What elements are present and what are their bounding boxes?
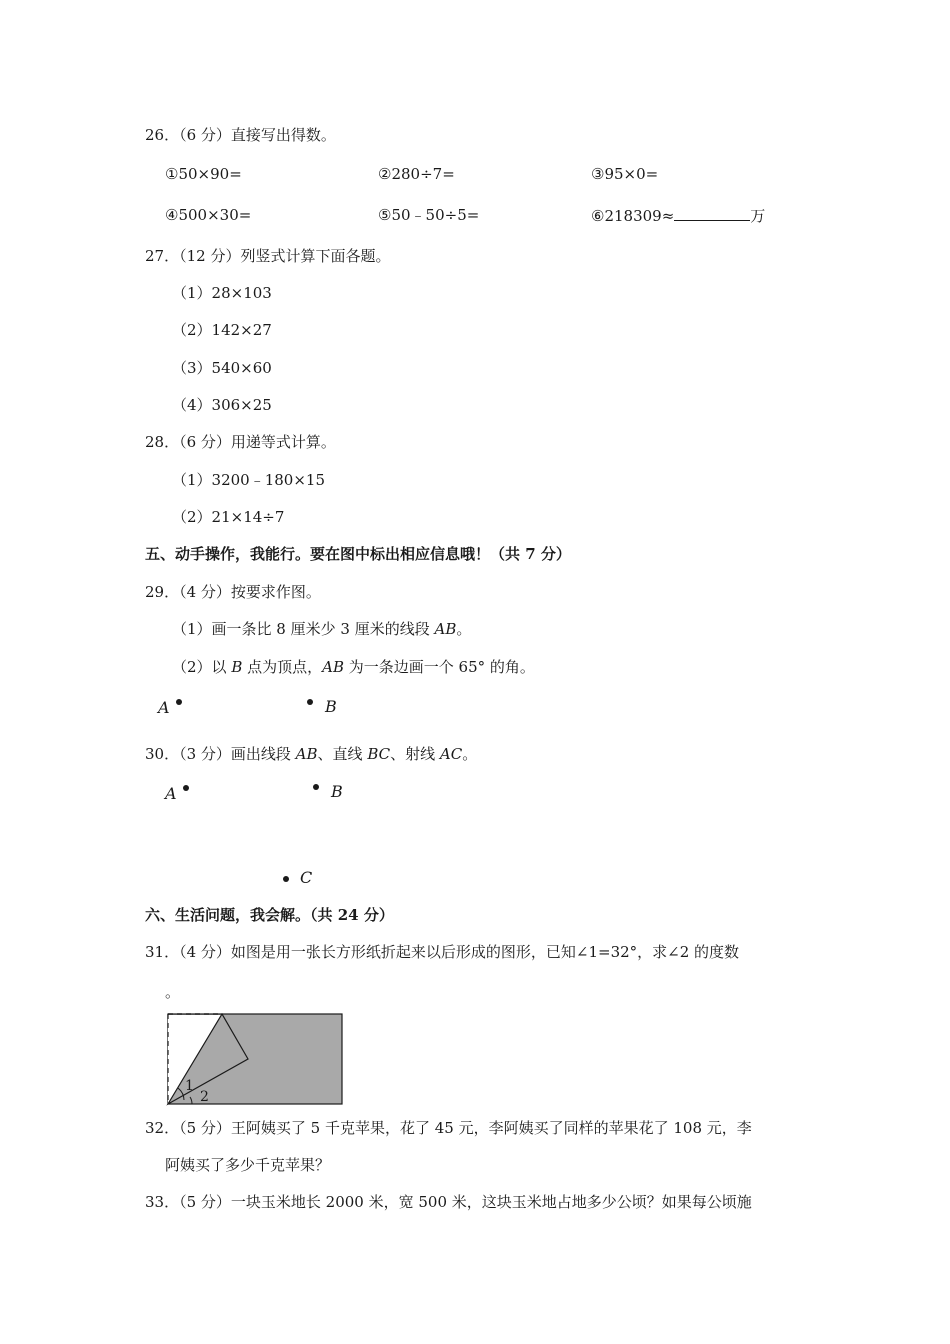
q26-item-2: ②280÷7= <box>378 165 455 183</box>
q30-var-bc: BC <box>367 745 391 763</box>
q26-item-1: ①50×90= <box>165 165 242 183</box>
q29-line-2-text-c: 为一条边画一个 65° 的角。 <box>343 658 535 676</box>
q26-item-3: ③95×0= <box>591 165 659 183</box>
folded-paper-figure <box>160 1008 350 1108</box>
q30-title <box>145 744 477 764</box>
q29-point-a-label: A <box>158 698 170 717</box>
q30-text-1: 30．（3 分）画出线段 <box>145 745 296 763</box>
q26-unit: 万 <box>750 207 766 225</box>
section-6-heading: 六、生活问题，我会解。（共 24 分） <box>145 906 394 924</box>
q28-title: 28．（6 分）用递等式计算。 <box>145 433 336 451</box>
q32-line-1: 32．（5 分）王阿姨买了 5 千克苹果，花了 45 元，李阿姨买了同样的苹果花了 108 元，李 <box>145 1119 752 1137</box>
q26-item-4: ④500×30= <box>165 206 252 224</box>
section-5-heading: 五、动手操作，我能行。要在图中标出相应信息哦！（共 7 分） <box>145 545 571 563</box>
q28-item-2: （2）21×14÷7 <box>172 508 285 526</box>
q29-var-b: B <box>231 658 243 676</box>
q29-line-1-text: （1）画一条比 8 厘米少 3 厘米的线段 <box>172 620 435 638</box>
q30-text-4: 。 <box>462 745 478 763</box>
q29-point-b-label: B <box>325 697 337 716</box>
angle-1-label: 1 <box>185 1078 194 1094</box>
q29-var-ab-2: AB <box>322 658 344 676</box>
q29-line-2 <box>172 657 535 677</box>
q31-line-1: 31．（4 分）如图是用一张长方形纸折起来以后形成的图形，已知∠1=32°，求∠2 的度数 <box>145 943 740 961</box>
q29-title: 29．（4 分）按要求作图。 <box>145 583 321 601</box>
angle-2-label: 2 <box>200 1089 209 1105</box>
q30-point-a-label: A <box>165 784 177 803</box>
q29-line-1 <box>172 619 471 639</box>
q26-title: 26．（6 分）直接写出得数。 <box>145 126 336 144</box>
q30-text-2: 、直线 <box>317 745 368 763</box>
q29-line-2-text-b: 点为顶点， <box>242 658 323 676</box>
q30-point-b-label: B <box>331 782 343 801</box>
q27-item-3: （3）540×60 <box>172 359 272 377</box>
q30-point-c-label: C <box>300 868 313 887</box>
q30-var-ab: AB <box>295 745 318 763</box>
q29-var-ab: AB <box>434 620 457 638</box>
q29-line-1-end: 。 <box>456 620 472 638</box>
q27-item-1: （1）28×103 <box>172 284 272 302</box>
q32-line-2: 阿姨买了多少千克苹果？ <box>165 1156 331 1174</box>
q30-point-b-dot <box>313 784 319 790</box>
q29-point-b-dot <box>307 699 313 705</box>
q30-point-a-dot <box>183 785 189 791</box>
q28-item-1: （1）3200﹣180×15 <box>172 471 326 489</box>
q26-item-6 <box>591 205 765 226</box>
q30-text-3: 、射线 <box>390 745 440 763</box>
q27-item-2: （2）142×27 <box>172 321 272 339</box>
q30-var-ac: AC <box>439 745 463 763</box>
q26-item-6-text: ⑥218309≈ <box>591 207 675 225</box>
q29-line-2-text-a: （2）以 <box>172 658 232 676</box>
q27-item-4: （4）306×25 <box>172 396 272 414</box>
q27-title: 27．（12 分）列竖式计算下面各题。 <box>145 247 391 265</box>
q30-point-c-dot <box>283 876 289 882</box>
q33-line-1: 33．（5 分）一块玉米地长 2000 米，宽 500 米，这块玉米地占地多少公顷？如果每公顷施 <box>145 1193 752 1211</box>
q29-point-a-dot <box>176 699 182 705</box>
q26-item-5: ⑤50﹣50÷5= <box>378 206 480 224</box>
q31-line-2: 。 <box>165 983 181 1001</box>
answer-blank[interactable] <box>674 205 750 221</box>
